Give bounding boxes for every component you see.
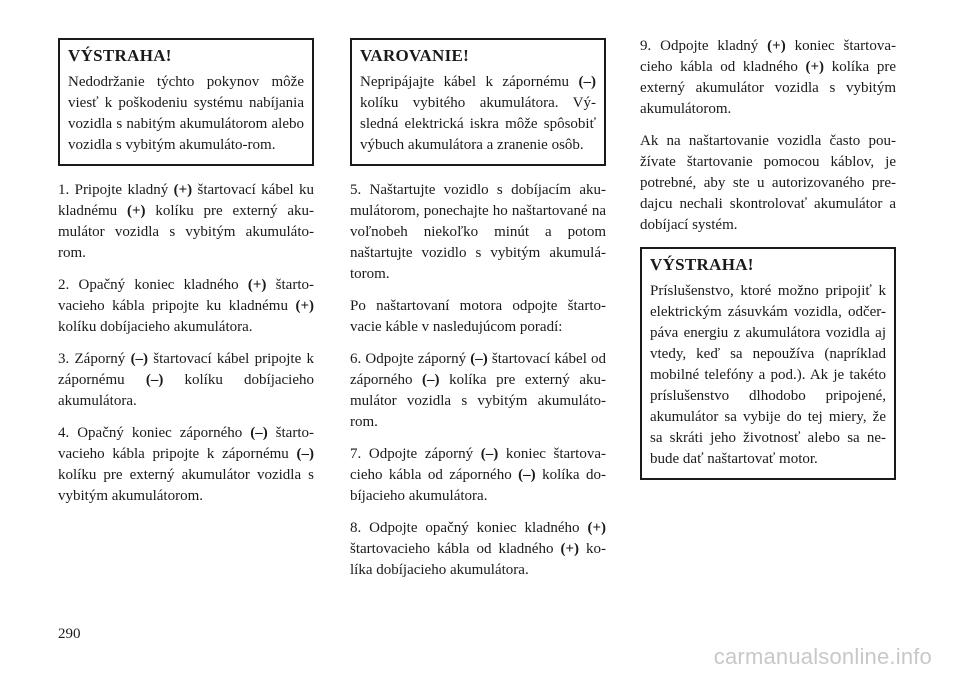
step-6: 6. Odpojte záporný (–) štartovací kábel od záporného (–) kolíka pre externý aku-mulátor vozidla s vybitým akumuláto-rom.	[350, 351, 607, 430]
warning-box-1	[58, 38, 314, 166]
disconnect-intro: Po naštartovaní motora odpojte štarto-vacie káble v nasledujúcom poradí:	[350, 298, 606, 335]
step-4: 4. Opačný koniec záporného (–) štarto-vacieho kábla pripojte k zápornému (–) kolíku pre externý akumulátor vozidla s vybitým akumulátorom.	[58, 425, 314, 504]
warning-text: Nedodržanie týchto pokynov môže viesť k poškodeniu systému nabíjania vozidla s nabitým akumulátorom alebo vozidla s vybitým akumuláto-rom.	[68, 74, 304, 153]
warning-text-2: Príslušenstvo, ktoré možno pripojiť k elektrickým zásuvkám vozidla, odčer-páva energiu z akumulátora vozidla aj vtedy, keď sa nepoužíva (napríklad mobilné telefóny a pod.). Ak je takéto príslušenstvo dlhodobo pripojené, akumulátor sa vybije do tej miery, že sa skráti jeho životnosť alebo sa ne-bude dať naštartovať motor.	[650, 283, 886, 467]
step-7: 7. Odpojte záporný (–) koniec štartova-cieho kábla od záporného (–) kolíka do-bíjacieho akumulátora.	[350, 446, 606, 504]
page-number: 290	[58, 626, 81, 642]
caution-title: VAROVANIE!	[360, 46, 470, 65]
column-left	[58, 38, 314, 518]
column-right	[640, 36, 896, 494]
step-9: 9. Odpojte kladný (+) koniec štartova-cieho kábla od kladného (+) kolíka pre externý akumulátor vozidla s vybitým akumulátorom.	[640, 38, 896, 117]
warning-title-2: VÝSTRAHA!	[650, 255, 754, 274]
watermark: carmanualsonline.info	[713, 644, 932, 669]
warning-box-2	[640, 247, 896, 480]
step-3: 3. Záporný (–) štartovací kábel pripojte k zápornému (–) kolíku dobíjacieho akumulátora.	[58, 351, 315, 409]
warning-title: VÝSTRAHA!	[68, 46, 172, 65]
caution-text: Nepripájajte kábel k zápornému (–) kolíku vybitého akumulátora. Vý-sledná elektrická iskra môže spôsobiť výbuch akumulátora a zranenie osôb.	[360, 74, 596, 153]
step-1: 1. Pripojte kladný (+) štartovací kábel ku kladnému (+) kolíku pre externý aku-mulátor vozidla s vybitým akumuláto-rom.	[58, 182, 315, 261]
column-middle	[350, 38, 606, 592]
step-8: 8. Odpojte opačný koniec kladného (+) štartovacieho kábla od kladného (+) ko-líka dobíjacieho akumulátora.	[350, 520, 606, 578]
step-5: 5. Naštartujte vozidlo s dobíjacím aku-mulátorom, ponechajte ho naštartované na voľnobeh niekoľko minút a potom naštartujte vozidlo s vybitým akumulá-torom.	[350, 182, 606, 282]
service-note: Ak na naštartovanie vozidla často pou-žívate štartovanie pomocou káblov, je potrebné, aby ste u autorizovaného pre-dajcu nechali skontrolovať akumulátor a dobíjací systém.	[640, 133, 896, 233]
step-2: 2. Opačný koniec kladného (+) štarto-vacieho kábla pripojte ku kladnému (+) kolíku dobíjacieho akumulátora.	[58, 277, 314, 335]
caution-box	[350, 38, 606, 166]
